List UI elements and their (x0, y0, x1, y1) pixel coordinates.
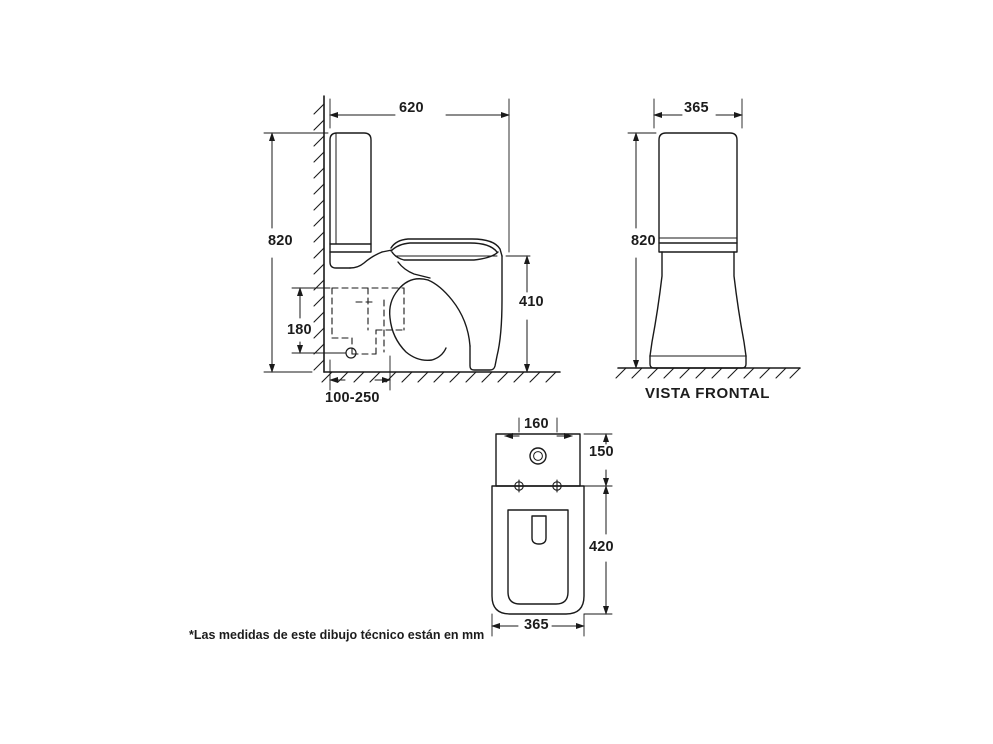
dimension-label-top-365: 365 (524, 617, 549, 633)
side-view-group (264, 96, 560, 390)
dimension-label-outlet-100-250: 100-250 (325, 390, 380, 406)
dimension-label-width-620: 620 (399, 100, 424, 116)
dimension-label-top-420: 420 (589, 539, 614, 555)
view-label-vista-frontal: VISTA FRONTAL (645, 385, 771, 402)
dimension-label-height-820: 820 (268, 233, 293, 249)
units-note: *Las medidas de este dibujo técnico están en mm (189, 628, 485, 642)
dimension-label-top-160: 160 (524, 416, 549, 432)
dimension-label-top-150: 150 (589, 444, 614, 460)
dimension-label-height-180: 180 (287, 322, 312, 338)
dimension-label-height-410: 410 (519, 294, 544, 310)
dimension-label-front-height-820: 820 (631, 233, 656, 249)
dimension-label-front-width-365: 365 (684, 100, 709, 116)
